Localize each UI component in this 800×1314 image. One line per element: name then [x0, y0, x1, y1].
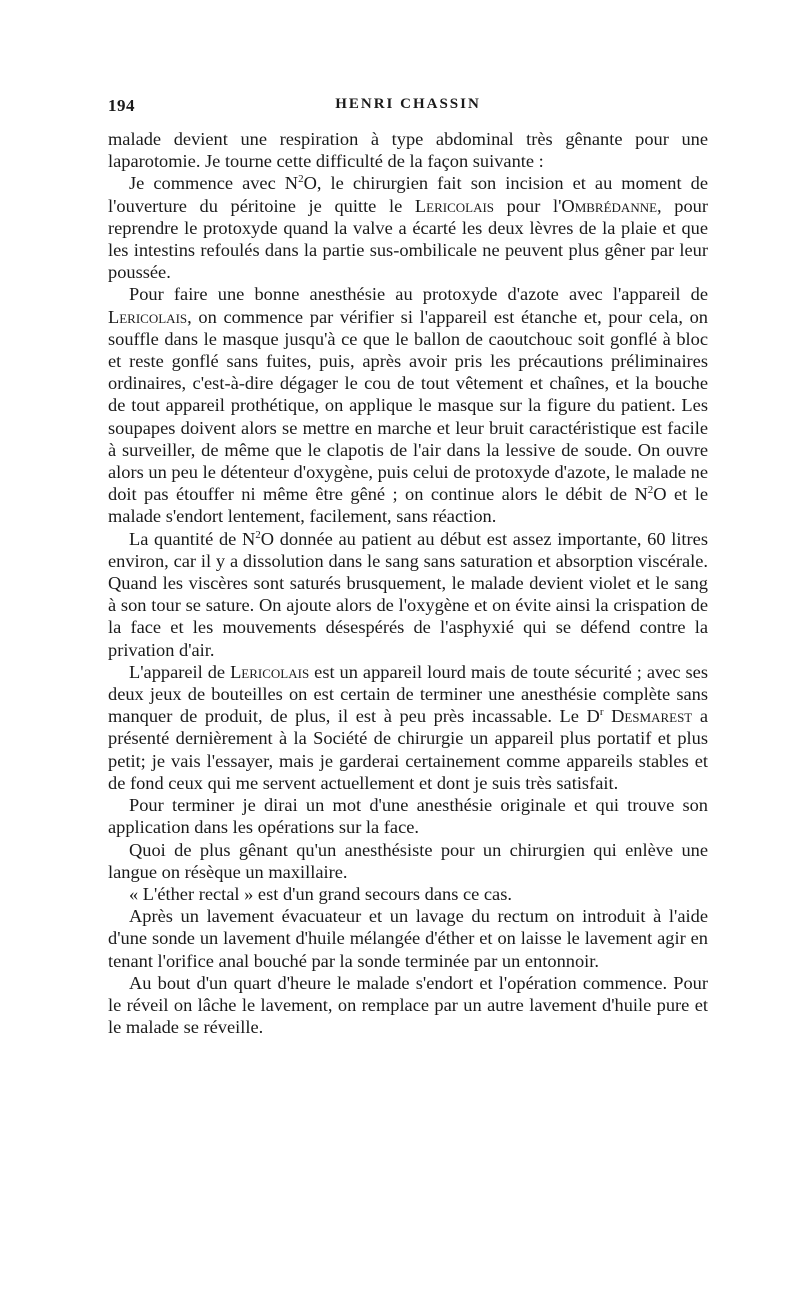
running-title: HENRI CHASSIN — [335, 96, 481, 112]
superscript-r: r — [599, 706, 604, 719]
paragraph-9 — [108, 905, 708, 972]
superscript-2: 2 — [255, 528, 261, 541]
text-run: , pour reprendre le protoxyde quand la valve a écarté les deux lèvres de la plaie et que les intestins refoulés dans la partie sus-ombilicale ne peuvent plus gêner par leur poussée. — [108, 195, 708, 283]
text-run: est un appareil lourd mais de toute sécurité ; avec ses deux jeux de bouteilles on est certain de terminer une anesthésie complète sans manquer de produit, de plus, il est à peu près incassable. Le D — [108, 661, 708, 727]
name-lericolais: Lericolais — [230, 661, 310, 682]
paragraph-4 — [108, 528, 708, 661]
paragraph-7 — [108, 839, 708, 883]
paragraph-3 — [108, 283, 708, 527]
name-lericolais: Lericolais — [108, 306, 188, 327]
text-run: L'appareil de — [129, 661, 231, 682]
paragraph-6-text: Pour terminer je dirai un mot d'une anesthésie originale et qui trouve son application dans les opérations sur la face. — [108, 795, 708, 838]
text-run: a présenté dernièrement à la Société de chirurgie un appareil plus portatif et plus petit; je vais l'essayer, mais je garderai certainement comme appareils stables et de fond ceux qui me servent actuellement et dont je suis très satisfait. — [108, 706, 708, 793]
text-run: Pour faire une bonne anesthésie au protoxyde d'azote avec l'appareil de — [129, 284, 708, 305]
running-head — [108, 96, 708, 120]
name-desmarest: Desmarest — [611, 706, 693, 727]
text-run: O, le chirurgien fait son incision et au moment de l'ouverture du péritoine je quitte le — [108, 173, 708, 216]
text-run: O donnée au patient au début est assez importante, 60 litres environ, car il y a dissolution dans le sang sans saturation et absorption viscérale. Quand les viscères sont saturés brusquement, le malade devient violet et le sang à son tour se sature. On ajoute alors de l'oxygène et on évite ainsi la crispation de la face et les mouvements désespérés de l'asphyxié qui se défend contre la privation d'air. — [108, 528, 708, 660]
paragraph-1-text: malade devient une respiration à type abdominal très gênante pour une laparotomie. Je tourne cette difficulté de la façon suivante : — [108, 129, 708, 172]
superscript-2: 2 — [647, 484, 654, 497]
paragraph-8-text: « L'éther rectal » est d'un grand secours dans ce cas. — [129, 883, 512, 904]
text-run: Je commence avec N — [129, 173, 299, 194]
paragraph-1 — [108, 128, 708, 172]
paragraph-8 — [108, 883, 708, 905]
text-run: pour l' — [494, 195, 562, 216]
text-run: La quantité de N — [129, 528, 256, 549]
text-run: O et le malade s'endort lentement, facilement, sans réaction. — [108, 484, 708, 527]
name-ombredanne: Ombrédanne — [561, 195, 658, 216]
superscript-2: 2 — [298, 173, 304, 186]
text-run: , on commence par vérifier si l'appareil est étanche et, pour cela, on souffle dans le masque jusqu'à ce que le ballon de caoutchouc soit gonflé à bloc et reste gonflé sans fuites, puis, après avoir pris les précautions préliminaires ordinaires, c'est-à-dire dégager le cou de tout vêtement et chaînes, et la bouche de tout appareil prothétique, on applique le masque sur la figure du patient. Les soupapes doivent alors se mettre en marche et leur bruit caractéristique est facile à surveiller, de même que le clapotis de l'air dans la lessive de soude. On ouvre alors un peu le détenteur d'oxygène, puis celui de protoxyde d'azote, le malade ne doit pas étouffer ni même être gêné ; on continue alors le débit de N — [108, 306, 708, 505]
page-number: 194 — [108, 96, 135, 115]
body-text — [108, 128, 708, 1038]
paragraph-7-text: Quoi de plus gênant qu'un anesthésiste pour un chirurgien qui enlève une langue on résèque un maxillaire. — [108, 839, 708, 882]
paragraph-5 — [108, 661, 708, 794]
paragraph-10 — [108, 972, 708, 1039]
book-page — [108, 96, 708, 1038]
text-run — [603, 706, 611, 726]
name-lericolais: Lericolais — [414, 195, 495, 216]
paragraph-6 — [108, 794, 708, 838]
paragraph-2 — [108, 172, 708, 283]
paragraph-10-text: Au bout d'un quart d'heure le malade s'endort et l'opération commence. Pour le réveil on lâche le lavement, on remplace par un autre lavement d'huile pure et le malade se réveille. — [108, 972, 708, 1038]
paragraph-9-text: Après un lavement évacuateur et un lavage du rectum on introduit à l'aide d'une sonde un lavement d'huile mélangée d'éther et on laisse le lavement agir en tenant l'orifice anal bouché par la sonde terminée par un entonnoir. — [108, 906, 708, 971]
